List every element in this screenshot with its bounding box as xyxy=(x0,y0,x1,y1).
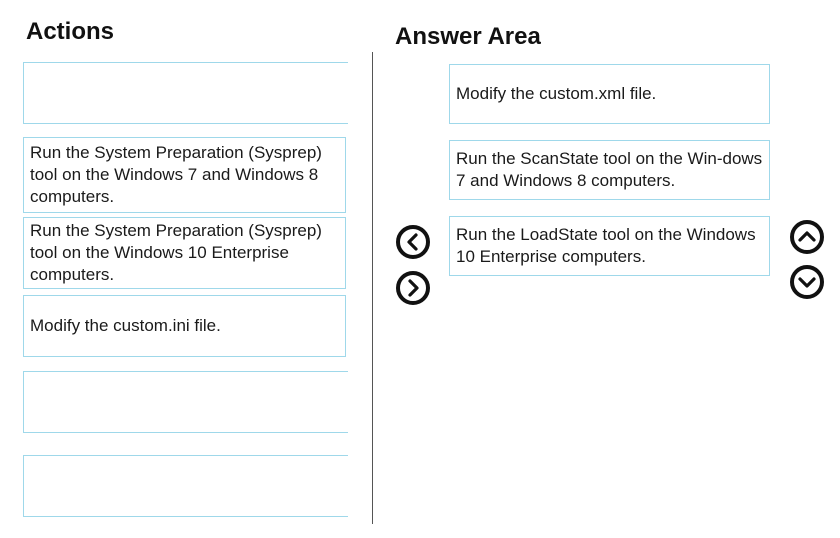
answer-label: Run the LoadState tool on the Windows 10 Enterprise computers. xyxy=(456,225,756,266)
column-divider xyxy=(372,52,373,524)
action-slot-empty[interactable] xyxy=(23,62,348,124)
answer-item-loadstate[interactable] xyxy=(449,216,770,276)
move-down-button[interactable] xyxy=(790,265,824,299)
answer-area-heading: Answer Area xyxy=(395,23,541,50)
up-arrow-icon xyxy=(797,227,817,247)
action-label: Run the System Preparation (Sysprep) tool on the Windows 7 and Windows 8 computers. xyxy=(30,143,322,206)
move-up-button[interactable] xyxy=(790,220,824,254)
right-arrow-icon xyxy=(403,278,423,298)
answer-label: Modify the custom.xml file. xyxy=(456,84,657,103)
move-to-actions-button[interactable] xyxy=(396,225,430,259)
action-slot-empty[interactable] xyxy=(23,455,348,517)
action-item-modify-custom-ini[interactable] xyxy=(23,295,346,357)
action-item-sysprep-win7-win8[interactable] xyxy=(23,137,346,213)
actions-heading: Actions xyxy=(26,18,115,45)
action-item-sysprep-win10[interactable] xyxy=(23,217,346,289)
answer-item-modify-custom-xml[interactable] xyxy=(449,64,770,124)
left-arrow-icon xyxy=(403,232,423,252)
action-slot-empty[interactable] xyxy=(23,371,348,433)
action-label: Modify the custom.ini file. xyxy=(30,316,221,335)
answer-label: Run the ScanState tool on the Win-dows 7 and Windows 8 computers. xyxy=(456,149,763,190)
down-arrow-icon xyxy=(797,272,817,292)
action-label: Run the System Preparation (Sysprep) tool on the Windows 10 Enterprise computers. xyxy=(30,221,322,284)
answer-item-scanstate[interactable] xyxy=(449,140,770,200)
move-to-answer-button[interactable] xyxy=(396,271,430,305)
